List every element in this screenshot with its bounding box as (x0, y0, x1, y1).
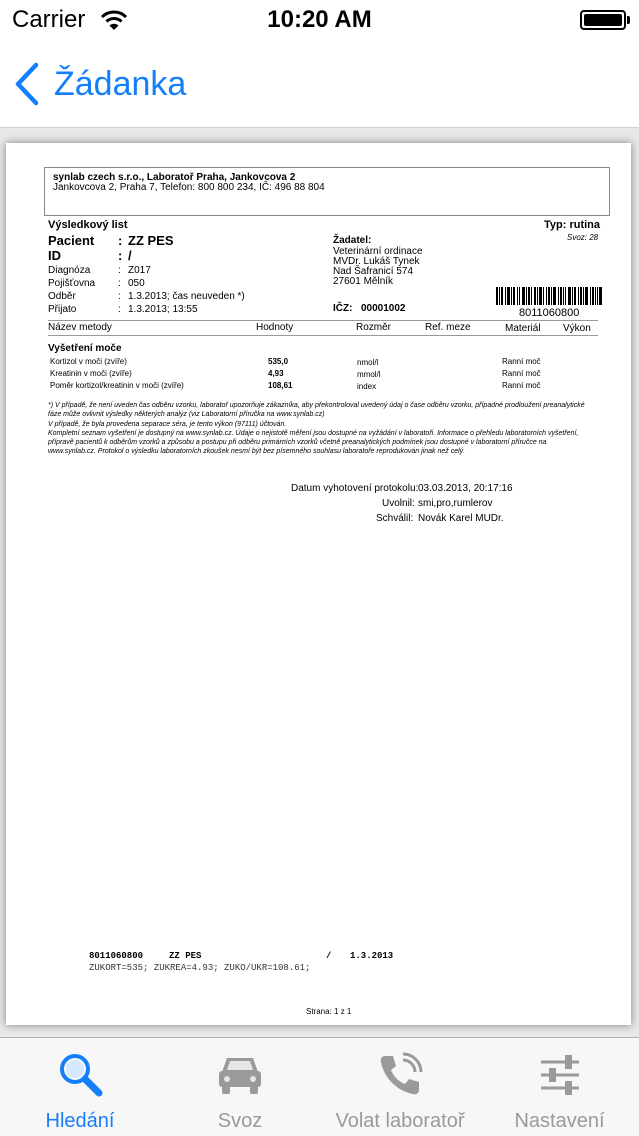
patient-label: Pacient (48, 233, 95, 248)
colon: : (118, 291, 121, 302)
footer-slash: / (326, 951, 332, 961)
colon: : (118, 248, 123, 263)
tab-label: Volat laboratoř (335, 1110, 465, 1132)
result-unit: nmol/l (357, 358, 379, 367)
column-output: Výkon (563, 323, 591, 334)
back-label: Žádanka (54, 64, 187, 103)
note-paragraph: *) V případě, že není uveden čas odběru vzorku, laboratoř upozorňuje zákazníka, aby překontroloval uvedený údaj o čase odběru vzorku, případné prodloužení preanalytické fáze může ovlivnit výsledky některých analýz (viz Laboratorní příručka na www.synlab.cz) (48, 402, 585, 419)
clock: 10:20 AM (267, 6, 372, 33)
carrier-label: Carrier (12, 6, 86, 33)
tab-bar (0, 1037, 639, 1136)
collection-label: Odběr (48, 291, 76, 302)
tab-svoz[interactable] (160, 1038, 320, 1136)
footer-date: 1.3.2013 (350, 951, 394, 961)
back-button[interactable] (14, 60, 186, 108)
result-value: 108,61 (268, 381, 293, 390)
report-notes (48, 401, 588, 457)
svoz-number: Svoz: 28 (567, 233, 599, 242)
lab-report-page (6, 143, 631, 1025)
result-material: Ranní moč (502, 357, 541, 366)
lab-name: synlab czech s.r.o., Laboratoř Praha, Jankovcova 2 (53, 172, 296, 183)
note-paragraph: V případě, že byla provedena separace séra, je tento výkon (97111) účtován. (48, 420, 287, 428)
navigation-bar (0, 40, 639, 128)
lab-header-box (44, 167, 610, 216)
phone-icon (375, 1050, 425, 1100)
status-bar (0, 0, 639, 40)
column-values: Hodnoty (256, 322, 294, 333)
footer-name: ZZ PES (169, 951, 202, 961)
diagnosis-label: Diagnóza (48, 265, 91, 276)
note-paragraph: Kompletní seznam vyšetření je dostupný na www.synlab.cz. Údaje o nejistotě měření jsou dostupné na vyžádání v laboratoři. Informace o přehledu laboratorních vyšetření, přípravě pacientů k odběrům vzorků a způsobu a postupu při odběru primárních vzorků včetně preanalytických podmínek jsou dostupné v laboratorní příručce na www.synlab.cz. Protokol o výsledku laboratorních zkoušek nesmí být bez písemného souhlasu laboratoře reprodukován jinak než celý. (48, 429, 579, 456)
result-method: Kreatinin v moči (zvíře) (50, 369, 132, 378)
requester-line: 27601 Mělník (333, 276, 394, 287)
requester-line: Veterinární ordinace (333, 246, 423, 257)
released-value: smi,pro,rumlerov (418, 498, 493, 509)
collection-value: 1.3.2013; čas neuveden *) (128, 291, 245, 302)
requester-label: Žadatel: (333, 235, 372, 246)
tab-label: Nastavení (514, 1110, 605, 1132)
footer-id: 8011060800 (89, 951, 144, 961)
divider (48, 335, 598, 336)
barcode-image (496, 287, 602, 305)
requester-line: MVDr. Lukáš Tynek (333, 256, 420, 267)
protocol-date-label: Datum vyhotovení protokolu: (291, 483, 419, 494)
column-ref: Ref. meze (425, 322, 471, 333)
column-method: Název metody (48, 322, 112, 333)
page-number: Strana: 1 z 1 (306, 1007, 352, 1016)
result-value: 535,0 (268, 357, 289, 366)
section-title: Vyšetření moče (48, 343, 122, 354)
colon: : (118, 265, 121, 276)
tab-search[interactable] (0, 1038, 160, 1136)
colon: : (118, 278, 121, 289)
id-value: / (128, 248, 132, 263)
car-icon (215, 1050, 265, 1100)
result-unit: index (357, 382, 377, 391)
id-label: ID (48, 248, 61, 263)
result-method: Poměr kortizol/kreatinin v moči (zvíře) (50, 381, 184, 390)
chevron-left-icon (14, 62, 40, 106)
document-viewer[interactable] (0, 129, 639, 1037)
colon: : (118, 233, 123, 248)
tab-label: Svoz (217, 1110, 263, 1132)
requester-line: Nad Šafranicí 574 (333, 266, 414, 277)
icz-value: 00001002 (361, 303, 406, 314)
sliders-icon (535, 1050, 585, 1100)
result-value: 4,93 (268, 369, 284, 378)
colon: : (118, 304, 121, 315)
battery-icon (580, 10, 626, 30)
column-unit: Rozměr (356, 322, 392, 333)
protocol-date-value: 03.03.2013, 20:17:16 (418, 483, 513, 494)
result-material: Ranní moč (502, 381, 541, 390)
column-material: Materiál (505, 323, 541, 334)
search-icon (55, 1050, 105, 1100)
approved-value: Novák Karel MUDr. (418, 513, 504, 524)
received-label: Přijato (48, 304, 77, 315)
insurance-label: Pojišťovna (48, 278, 96, 289)
divider (48, 320, 598, 321)
tab-call-lab[interactable] (320, 1038, 480, 1136)
received-value: 1.3.2013; 13:55 (128, 304, 198, 315)
insurance-value: 050 (128, 278, 145, 289)
patient-value: ZZ PES (128, 233, 174, 248)
diagnosis-value: Z017 (128, 265, 151, 276)
lab-address: Jankovcova 2, Praha 7, Telefon: 800 800 234, IČ: 496 88 804 (53, 182, 325, 193)
footer-codes: ZUKORT=535; ZUKREA=4.93; ZUKO/UKR=108.61; (89, 963, 311, 973)
result-material: Ranní moč (502, 369, 541, 378)
report-title: Výsledkový list (48, 219, 128, 231)
result-unit: mmol/l (357, 370, 381, 379)
icz-label: IČZ: (333, 303, 353, 314)
report-type: Typ: rutina (544, 219, 601, 231)
approved-label: Schválil: (376, 513, 414, 524)
released-label: Uvolnil: (382, 498, 415, 509)
barcode-number: 8011060800 (519, 307, 580, 319)
tab-settings[interactable] (480, 1038, 639, 1136)
battery-tip (627, 16, 630, 24)
tab-label: Hledání (45, 1110, 115, 1132)
result-method: Kortizol v moči (zvíře) (50, 357, 127, 366)
